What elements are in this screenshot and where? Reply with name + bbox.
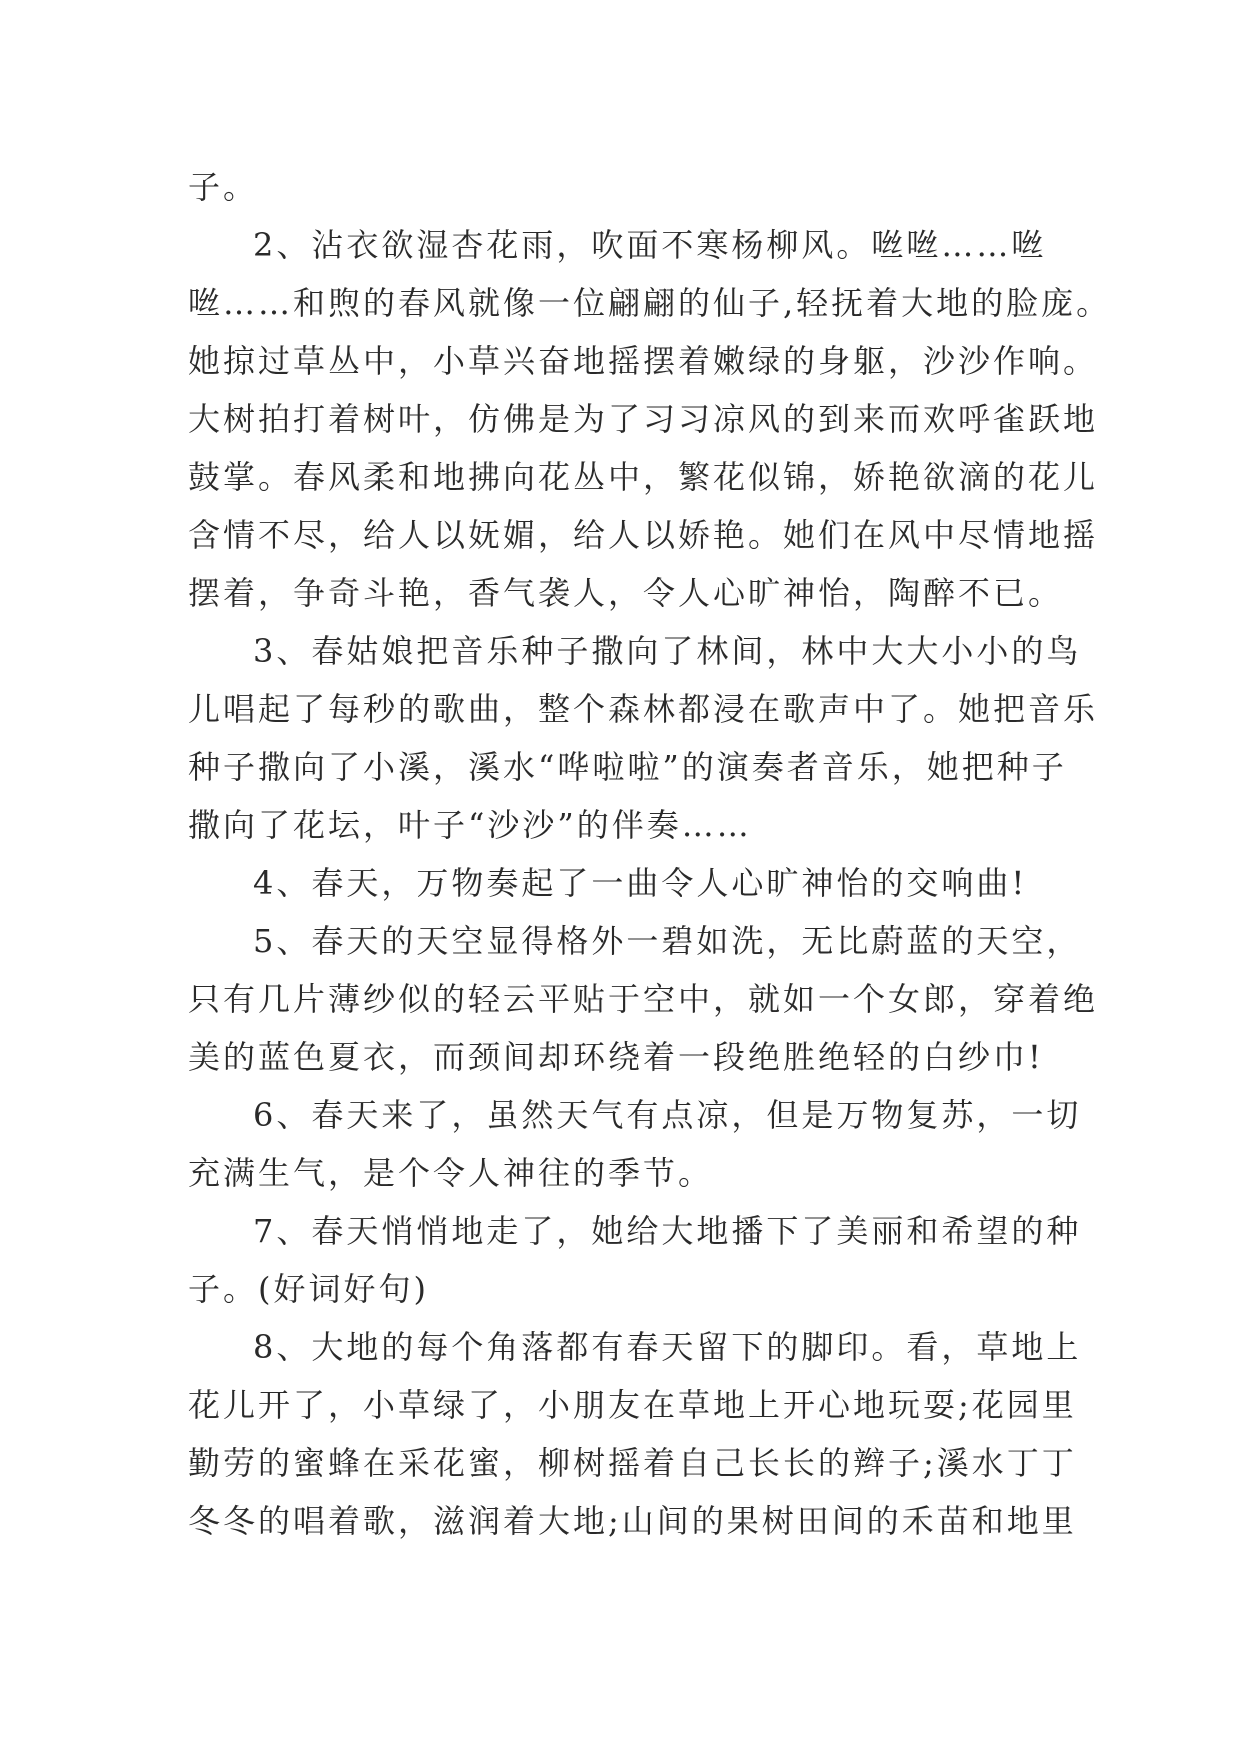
text-line: 摆着，争奇斗艳，香气袭人，令人心旷神怡，陶醉不已。	[188, 574, 1064, 612]
text-line: 冬冬的唱着歌，滋润着大地;山间的果树田间的禾苗和地里	[188, 1502, 1077, 1540]
text-line: 3、春姑娘把音乐种子撒向了林间，林中大大小小的鸟	[253, 632, 1082, 670]
text-line: 4、春天，万物奏起了一曲令人心旷神怡的交响曲!	[253, 864, 1028, 902]
text-line: 6、春天来了，虽然天气有点凉，但是万物复苏，一切	[253, 1096, 1082, 1134]
text-line: 只有几片薄纱似的轻云平贴于空中，就如一个女郎，穿着绝	[188, 980, 1099, 1018]
text-line: 美的蓝色夏衣，而颈间却环绕着一段绝胜绝轻的白纱巾!	[188, 1038, 1044, 1076]
text-line: 鼓掌。春风柔和地拂向花丛中，繁花似锦，娇艳欲滴的花儿	[188, 458, 1099, 496]
text-line: 充满生气，是个令人神往的季节。	[188, 1154, 714, 1192]
text-line: 子。(好词好句)	[188, 1270, 429, 1308]
document-body	[188, 158, 1112, 1550]
text-line: 8、大地的每个角落都有春天留下的脚印。看，草地上	[253, 1328, 1082, 1366]
text-line: 含情不尽，给人以妩媚，给人以娇艳。她们在风中尽情地摇	[188, 516, 1099, 554]
text-line: 咝……和煦的春风就像一位翩翩的仙子,轻抚着大地的脸庞。	[188, 284, 1112, 322]
text-line: 7、春天悄悄地走了，她给大地播下了美丽和希望的种	[253, 1212, 1082, 1250]
text-line: 撒向了花坛，叶子“沙沙”的伴奏……	[188, 806, 752, 844]
text-line: 5、春天的天空显得格外一碧如洗，无比蔚蓝的天空，	[253, 922, 1082, 960]
text-line: 2、沾衣欲湿杏花雨，吹面不寒杨柳风。咝咝……咝	[253, 226, 1047, 264]
text-line: 子。	[188, 168, 259, 206]
text-line: 大树拍打着树叶，仿佛是为了习习凉风的到来而欢呼雀跃地	[188, 400, 1099, 438]
text-line: 勤劳的蜜蜂在采花蜜，柳树摇着自己长长的辫子;溪水丁丁	[188, 1444, 1077, 1482]
text-line: 花儿开了，小草绿了，小朋友在草地上开心地玩耍;花园里	[188, 1386, 1077, 1424]
text-line: 儿唱起了每秒的歌曲，整个森林都浸在歌声中了。她把音乐	[188, 690, 1099, 728]
text-line: 种子撒向了小溪，溪水“哗啦啦”的演奏者音乐，她把种子	[188, 748, 1067, 786]
text-line: 她掠过草丛中，小草兴奋地摇摆着嫩绿的身躯，沙沙作响。	[188, 342, 1099, 380]
